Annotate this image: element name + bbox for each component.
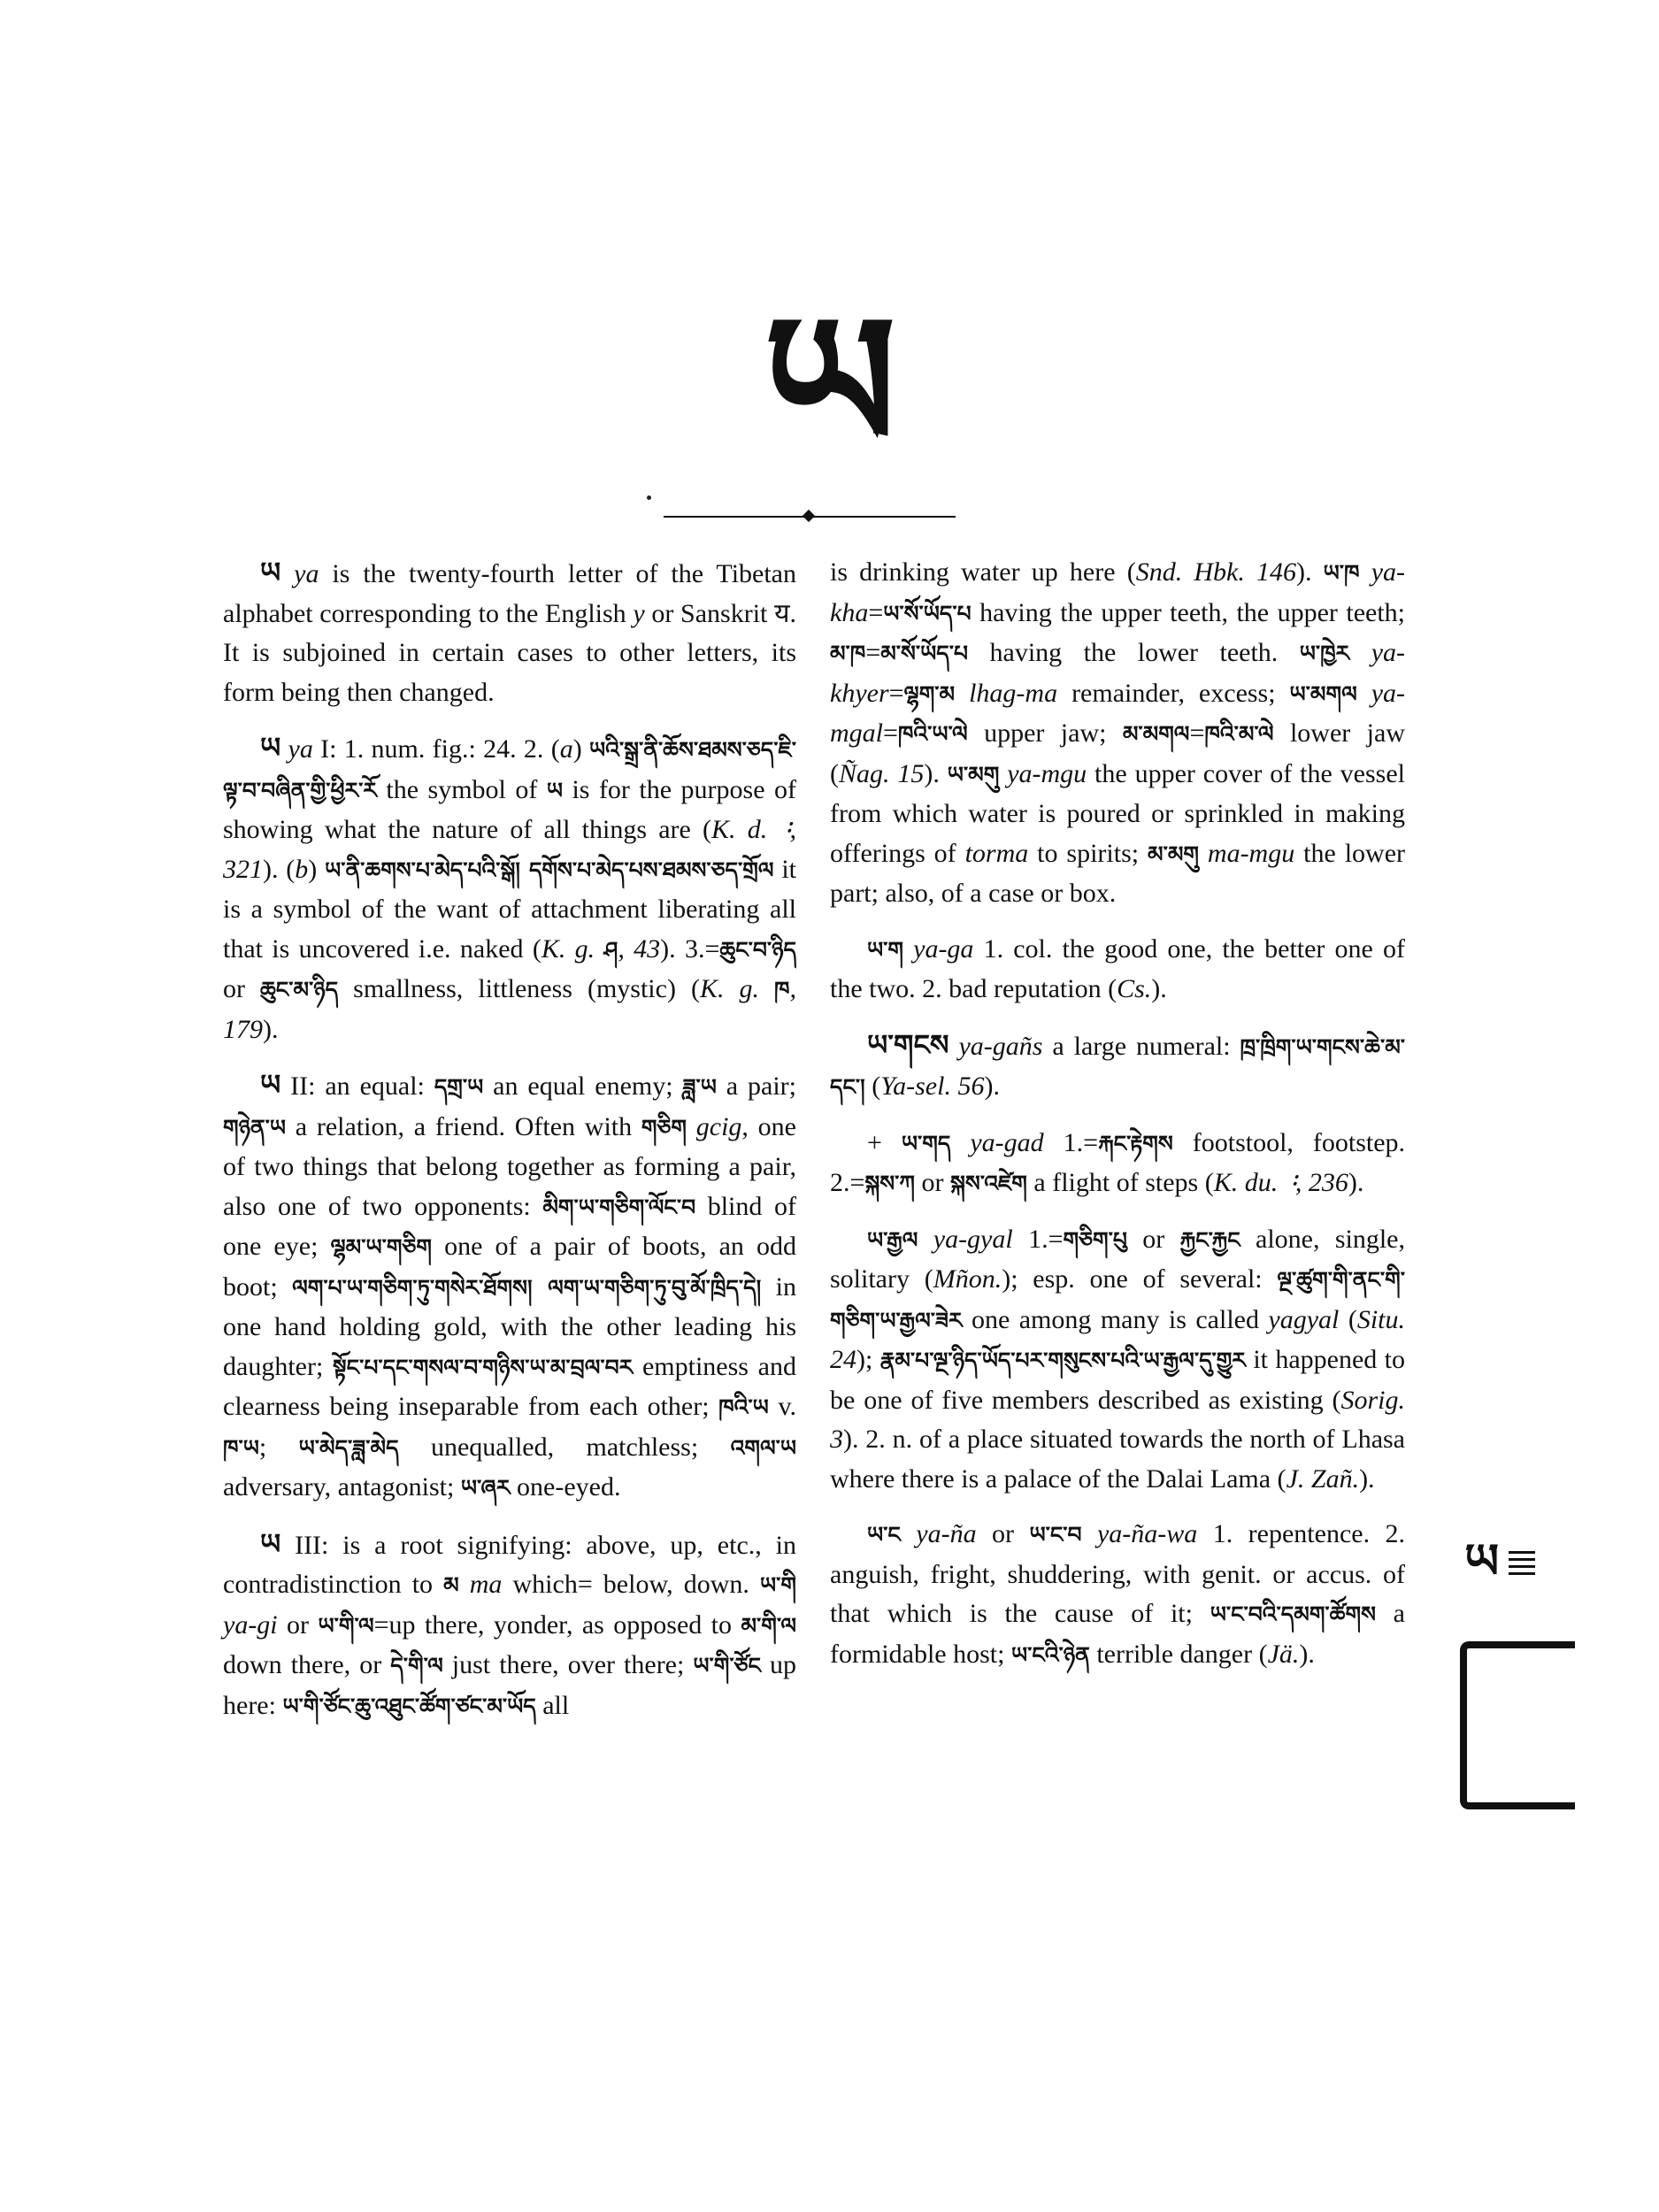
text: one of a pair of boots, an odd boot; xyxy=(223,1232,797,1302)
tibetan-text: ཡ་གི་ལ xyxy=(318,1612,374,1639)
transliteration: ya-ga xyxy=(913,933,974,964)
text: ). xyxy=(1151,974,1167,1003)
text: footstool, footstep. 2.= xyxy=(830,1127,1406,1197)
headword-glyph: ཡ xyxy=(260,1526,281,1561)
entry-ya-1 xyxy=(223,728,796,1049)
text: 1.= xyxy=(1043,1127,1099,1157)
text: ) xyxy=(572,734,589,764)
transliteration: yagyal xyxy=(1268,1304,1340,1334)
text: =up there, yonder, as opposed to xyxy=(373,1609,741,1640)
text: or xyxy=(976,1519,1030,1548)
text: ). xyxy=(1299,1639,1315,1669)
tibetan-text: ཡའི་སྒྲ་ནི་ཆོས་ཐམས་ཅད་ཇི་ལྟ་བ་བཞིན་གྱི་ཕྱིར་རོ xyxy=(223,737,797,803)
text: or xyxy=(277,1609,319,1640)
text: ); xyxy=(856,1345,880,1374)
tibetan-text: ཡ་གི་ཙོང xyxy=(693,1653,761,1678)
text xyxy=(280,734,288,764)
text: an equal enemy; xyxy=(483,1071,683,1101)
tibetan-text: ཡ་ཁ xyxy=(1323,560,1360,586)
citation: , 179 xyxy=(223,974,796,1044)
text: ); esp. one of several: xyxy=(1002,1264,1278,1294)
text: . It is subjoined in certain cases to other letters, its form being then changed. xyxy=(223,598,796,707)
text xyxy=(459,1570,470,1599)
tibetan-text: ཁྲ་ཁྲིག་ཡ་གངས་ཆེ་མ་དང་། xyxy=(830,1033,1406,1100)
thumb-index-bar xyxy=(1509,1558,1535,1561)
text: a large numeral: xyxy=(1042,1031,1240,1061)
tibetan-text: རྣམ་པ་ལྔ་ཉིད་ཡོད་པར་གསུངས་པའི་ཡ་རྒྱལ་དུ་གྱུར xyxy=(879,1348,1246,1373)
text xyxy=(918,1225,933,1254)
text: ). 2. n. of a place situated towards the north of Lhasa where there is a palace of the Dalai Lama ( xyxy=(830,1425,1405,1494)
tibetan-text: མ་མགལ xyxy=(1122,721,1190,747)
text: blind of one eye; xyxy=(223,1191,796,1261)
text xyxy=(950,1128,970,1157)
text xyxy=(999,759,1007,788)
text: = xyxy=(883,718,898,748)
tibetan-text: སྐས་ཀ xyxy=(864,1171,916,1196)
text: or xyxy=(223,974,260,1003)
text xyxy=(687,1112,696,1141)
tibetan-text: མ་ཁ xyxy=(830,641,866,666)
text: terrible danger ( xyxy=(1089,1639,1268,1669)
text: ). xyxy=(1348,1168,1364,1197)
text: which= below, down. xyxy=(502,1570,760,1599)
text: ). xyxy=(924,758,948,788)
tibetan-text: ཟླ་ཡ xyxy=(682,1074,717,1100)
tibetan-text: ཁའི་ཡ་ལེ xyxy=(897,721,968,747)
tibetan-text: ཡ་ཁྱེར xyxy=(1299,641,1350,666)
tibetan-text: ཡ་རྒྱལ xyxy=(867,1226,918,1253)
headword-glyph: ཡ xyxy=(260,1068,281,1102)
text: the symbol of xyxy=(376,774,547,804)
tibetan-text: གཅིག་པུ xyxy=(1063,1226,1127,1253)
tibetan-text: མ་མགུ xyxy=(1148,841,1199,867)
tibetan-text: མ་གི་ལ xyxy=(741,1612,797,1639)
text xyxy=(903,934,913,964)
italic-text: torma xyxy=(964,838,1029,868)
tibetan-text: ལག་པ་ཡ་གཅིག་ཏུ་གསེར་ཐོགས། ལག་ཡ་གཅིག་ཏུ་བུ་མོ་ཁྲིད་དེ། xyxy=(292,1274,762,1301)
tibetan-text: ཡ་ང་བའི་དམག་ཚོགས xyxy=(1210,1601,1376,1627)
transliteration: ya-khyer xyxy=(830,638,1405,708)
text: down there, or xyxy=(223,1650,391,1679)
text: having the upper teeth, the upper teeth; xyxy=(971,597,1405,627)
text: ). 3.= xyxy=(660,933,720,964)
text xyxy=(901,1519,916,1548)
tibetan-text: མ xyxy=(443,1572,459,1598)
text: to spirits; xyxy=(1028,838,1148,868)
tibetan-text: ཡ་ག xyxy=(867,936,903,963)
text xyxy=(955,679,969,708)
text: ). xyxy=(984,1071,1000,1101)
text xyxy=(1082,1519,1097,1548)
tibetan-text: གཅིག xyxy=(641,1114,687,1141)
text: ( xyxy=(864,1071,881,1101)
thumb-index-tab xyxy=(1464,1535,1535,1588)
headword-glyph: ཡ xyxy=(260,731,281,764)
citation: Situ. 24 xyxy=(830,1304,1405,1374)
text: = xyxy=(888,678,904,708)
text: v. xyxy=(768,1392,796,1421)
tibetan-text: མ་སོ་ཡོད་པ xyxy=(880,641,969,666)
entry-ya-ga xyxy=(830,930,1405,1010)
transliteration: ya-gi xyxy=(223,1609,278,1640)
text: 1. repentence. 2. anguish, fright, shuddering, with genit. or accus. of that which is the cause of it; xyxy=(830,1519,1406,1628)
text xyxy=(1360,557,1371,587)
tibetan-text: ཡ་སོ་ཡོད་པ xyxy=(883,600,972,626)
tibetan-text: ཤ xyxy=(603,936,618,963)
citation: K. g. xyxy=(699,974,774,1003)
text: the upper cover of the vessel from which water is poured or sprinkled in making offerings of xyxy=(830,758,1405,868)
thumb-index-bar xyxy=(1509,1551,1535,1554)
tibetan-text: ཡ་མགུ xyxy=(947,761,1000,787)
citation: K. d. ᠄, 321 xyxy=(223,815,796,884)
text xyxy=(1357,679,1371,708)
text: ). xyxy=(1359,1463,1375,1494)
text: II: an equal: xyxy=(280,1071,434,1101)
entry-ya-gyal xyxy=(830,1220,1405,1500)
text: = xyxy=(865,638,881,667)
headword-glyph: ཡ xyxy=(260,556,281,589)
text: 1. col. the good one, the better one of the two. 2. bad reputation ( xyxy=(830,933,1405,1003)
tibetan-text: ཡ་གི xyxy=(760,1572,796,1598)
entry-ya-2 xyxy=(223,1065,796,1509)
tibetan-text: ཡ་ཞར xyxy=(460,1475,511,1501)
citation: Sorig. 3 xyxy=(830,1385,1405,1454)
citation: Mñon. xyxy=(933,1264,1002,1294)
transliteration: gcig xyxy=(695,1111,742,1141)
tibetan-text: ཡ xyxy=(546,777,563,803)
italic-text: b xyxy=(295,854,309,884)
section-head-letter: ཡ xyxy=(762,276,897,493)
text: is drinking water up here ( xyxy=(830,557,1136,587)
entry-continued xyxy=(830,553,1405,914)
transliteration: ya-gyal xyxy=(933,1224,1013,1254)
tibetan-text: དགྲ་ཡ xyxy=(434,1074,484,1100)
tibetan-text: ཁ xyxy=(773,977,790,1002)
text: ; xyxy=(258,1432,299,1462)
header-ornament-rule xyxy=(664,511,956,522)
tibetan-text: ལྔ་ཚུག་གི་ནང་གི་གཅིག་ཡ་རྒྱལ་ཟེར xyxy=(830,1267,1405,1333)
text: remainder, excess; xyxy=(1057,678,1290,708)
text: up here: xyxy=(223,1650,796,1720)
stray-dot xyxy=(647,495,651,500)
citation: Ya-sel. 56 xyxy=(880,1071,985,1101)
text: or Sanskrit xyxy=(644,598,775,628)
text: lower jaw ( xyxy=(830,718,1405,788)
text: is the twenty-fourth letter of the Tibetan alphabet corresponding to the English xyxy=(223,559,796,628)
tibetan-text: རྐྱང་རྐྱང xyxy=(1179,1226,1240,1253)
tibetan-text: ཡ་ནི་ཆགས་པ་མེད་པའི་སྒོ། དགོས་པ་མེད་པས་ཐམས་ཅད་གྲོལ xyxy=(325,856,774,883)
tibetan-text: ཆུང་མ་ཉིད xyxy=(260,977,339,1002)
entry-ya-letter xyxy=(223,553,796,712)
citation: Ñag. 15 xyxy=(839,758,925,788)
tibetan-text: ཁའི་ཡ xyxy=(718,1394,769,1420)
tibetan-text: སྟོང་པ་དང་གསལ་བ་གཉིས་ཡ་མ་བྲལ་བར xyxy=(333,1354,634,1380)
text: or xyxy=(915,1168,951,1197)
text: ). ( xyxy=(263,854,296,884)
text: one among many is called xyxy=(962,1304,1269,1334)
text: , one of two things that belong together as forming a pair, also one of two opponents: xyxy=(223,1111,796,1221)
thumb-index-letter: ཡ xyxy=(1464,1533,1500,1589)
text: I: 1. num. fig.: 24. 2. ( xyxy=(312,734,560,764)
transliteration: ya-gad xyxy=(970,1127,1044,1157)
citation: Cs. xyxy=(1117,974,1152,1003)
entry-ya-3 xyxy=(223,1525,796,1727)
transliteration: ya-ña-wa xyxy=(1096,1519,1198,1548)
tibetan-text: ཡ་ངའི་ཉེན xyxy=(1010,1641,1090,1668)
text: a formidable host; xyxy=(830,1599,1406,1669)
ornament-diamond-icon xyxy=(803,510,815,522)
text: ) xyxy=(308,854,326,884)
text: in one hand holding gold, with the other leading his daughter; xyxy=(223,1271,796,1381)
transliteration: ma xyxy=(469,1570,503,1599)
text: = xyxy=(1189,718,1205,748)
italic-text: a xyxy=(559,734,573,764)
transliteration: ya-mgal xyxy=(830,678,1406,748)
transliteration: lhag-ma xyxy=(969,678,1058,708)
thumb-index-bar xyxy=(1509,1565,1535,1568)
margin-bracket-mark xyxy=(1460,1641,1575,1809)
text: a flight of steps ( xyxy=(1026,1168,1214,1197)
left-column xyxy=(223,553,796,1742)
text: a relation, a friend. Often with xyxy=(286,1111,641,1141)
citation: Snd. Hbk. 146 xyxy=(1135,557,1296,587)
text: unequalled, matchless; xyxy=(398,1432,731,1462)
citation: Jä. xyxy=(1267,1639,1300,1669)
text xyxy=(280,559,294,588)
transliteration: ma-mgu xyxy=(1207,838,1295,868)
sanskrit-glyph: य xyxy=(774,598,790,628)
citation: J. Zañ. xyxy=(1286,1463,1360,1494)
text: alone, single, solitary ( xyxy=(830,1224,1405,1294)
tibetan-text: ཁ་ཡ xyxy=(223,1434,259,1461)
entry-ya-na xyxy=(830,1515,1405,1675)
tibetan-text: ལྷག་མ xyxy=(903,680,956,707)
right-column xyxy=(830,553,1405,1691)
tibetan-text: མིག་ཡ་གཅིག་ལོང་བ xyxy=(542,1194,696,1220)
text: + xyxy=(867,1127,902,1157)
citation: , 43 xyxy=(618,933,661,964)
headword-glyph: ཡ་གངས xyxy=(867,1027,949,1062)
text: ). xyxy=(263,1014,279,1044)
citation: K. g. xyxy=(541,933,604,964)
text: it is a symbol of the want of attachment liberating all that is uncovered i.e. naked ( xyxy=(223,854,796,964)
transliteration: ya-ña xyxy=(916,1519,977,1548)
text xyxy=(1199,839,1208,868)
thumb-index-bar xyxy=(1509,1572,1535,1575)
text: or xyxy=(1126,1224,1180,1254)
tibetan-text: རྐང་རྟེགས xyxy=(1098,1130,1173,1156)
tibetan-text: ཡ་ང xyxy=(867,1522,901,1548)
text: 1.= xyxy=(1012,1224,1064,1254)
tibetan-text: ཡ་ང་བ xyxy=(1029,1522,1082,1548)
text: one-eyed. xyxy=(510,1472,621,1502)
transliteration: ya xyxy=(294,559,319,588)
text: just there, over there; xyxy=(442,1650,694,1679)
tibetan-text: ཁའི་མ་ལེ xyxy=(1204,721,1274,747)
tibetan-text: དེ་གི་ལ xyxy=(390,1653,443,1678)
text: is for the purpose of showing what the nature of all things are ( xyxy=(223,774,796,844)
entry-ya-gans xyxy=(830,1025,1405,1108)
entry-ya-gad xyxy=(830,1124,1405,1204)
citation: K. du. ᠄, 236 xyxy=(1213,1168,1348,1197)
tibetan-text: འགལ་ཡ xyxy=(730,1434,796,1461)
transliteration: ya-mgu xyxy=(1007,758,1087,788)
text: ). xyxy=(1295,557,1324,587)
text: III: is a root signifying: above, up, etc., in contradistinction to xyxy=(223,1530,796,1599)
text: ( xyxy=(1339,1304,1357,1334)
tibetan-text: ཡ་མགལ xyxy=(1289,680,1357,707)
text xyxy=(949,1032,959,1061)
text: all xyxy=(535,1690,570,1720)
text xyxy=(1349,638,1371,667)
tibetan-text: སྐས་འཛེག xyxy=(950,1171,1027,1196)
transliteration: ya-kha xyxy=(830,557,1405,627)
text: a pair; xyxy=(716,1071,796,1101)
text: = xyxy=(868,597,884,627)
transliteration: ya xyxy=(288,734,313,764)
text: upper jaw; xyxy=(967,718,1123,748)
tibetan-text: ཡ་གི་ཙོང་ཆུ་འཐུང་ཚོག་ཙང་མ་ཡོད xyxy=(282,1693,536,1719)
tibetan-text: ལྷམ་ཡ་གཅིག xyxy=(330,1234,432,1260)
text: smallness, littleness (mystic) ( xyxy=(338,974,700,1003)
italic-text: y xyxy=(633,598,645,628)
tibetan-text: གཉེན་ཡ xyxy=(223,1114,287,1141)
text: adversary, antagonist; xyxy=(223,1472,461,1502)
text: it happened to be one of five members described as existing ( xyxy=(830,1345,1405,1415)
transliteration: ya-gañs xyxy=(958,1031,1043,1061)
text: having the lower teeth. xyxy=(968,638,1300,667)
tibetan-text: ཡ་གད xyxy=(901,1130,951,1156)
tibetan-text: ཡ་མེད་ཟླ་མེད xyxy=(298,1434,399,1461)
text: the lower part; also, of a case or box. xyxy=(830,838,1406,908)
tibetan-text: ཆུང་བ་ཉིད xyxy=(719,936,797,963)
text: emptiness and clearness being inseparable from each other; xyxy=(223,1351,796,1421)
